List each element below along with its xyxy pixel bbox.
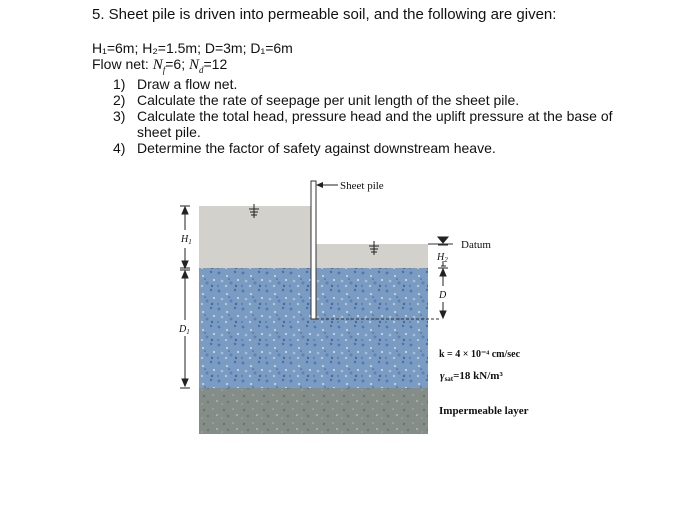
downstream-water <box>316 244 428 268</box>
flow-net-prefix: Flow net: <box>92 56 153 72</box>
nd-symbol: N <box>188 57 199 73</box>
sheet-pile-arrow-icon <box>316 182 338 188</box>
nf-value: =6; <box>165 56 189 72</box>
given-values: H₁=6m; H₂=1.5m; D=3m; D₁=6m <box>92 40 293 56</box>
datum-label: Datum <box>461 239 491 251</box>
permeability-label: k = 4 × 10⁻⁴ cm/sec <box>439 349 521 360</box>
h2-label: $H_2$ <box>437 252 448 264</box>
h1-label: $H_1$ <box>181 234 192 246</box>
unit-weight-label: γsat=18 kN/m³ <box>440 370 503 383</box>
sheet-pile-label: Sheet pile <box>340 180 384 192</box>
d-label: D <box>439 290 447 301</box>
task-text: Draw a flow net. <box>137 76 238 92</box>
task-number: 1) <box>113 76 126 92</box>
nf-symbol: N <box>152 57 163 73</box>
task-text: Calculate the rate of seepage per unit length of the sheet pile. <box>137 92 520 108</box>
nd-sub: d <box>199 64 204 75</box>
task-text: Determine the factor of safety against downstream heave. <box>137 140 496 156</box>
task-text: Calculate the total head, pressure head and the uplift pressure at the base of sheet pile. <box>137 108 613 140</box>
nd-value: =12 <box>203 56 228 72</box>
task-number: 2) <box>113 92 126 108</box>
impermeable-layer <box>199 388 428 434</box>
nf-sub: f <box>162 64 166 75</box>
problem-title: 5. Sheet pile is driven into permeable soil, and the following are given: <box>92 6 557 23</box>
task-number: 3) <box>113 108 126 124</box>
sheet-pile <box>311 181 316 319</box>
impermeable-layer-label: Impermeable layer <box>439 405 529 417</box>
task-number: 4) <box>113 140 126 156</box>
d1-label: $D_1$ <box>179 324 190 336</box>
